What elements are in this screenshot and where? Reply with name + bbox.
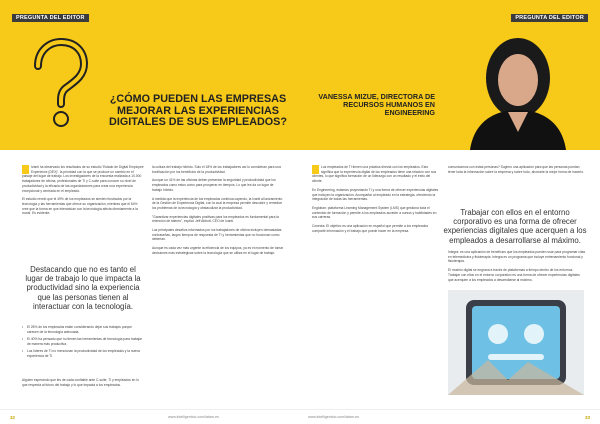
- footer-url[interactable]: www.intelligentcio.com/latam-es: [168, 415, 219, 419]
- body-paragraph: El estudio reveló que el 49% de los empleados se sienten frustrados por la tecnología y las herramientas que ofrece su organización, mientras que el 64% cree que la forma en que interactúan con la tecnología afecta directamente a la moral. Es evidente.: [22, 197, 138, 216]
- list-item: • El 40% ha pensado que no tienen las herramientas de tecnología para trabajar de manera más productiva.: [22, 337, 144, 346]
- pull-quote: Destacando que no es tanto el lugar de trabajo lo que impacta la productividad sino la experiencia que las personas tienen al interactuar con la tecnología.: [25, 265, 141, 311]
- body-column-2: [152, 165, 284, 260]
- body-paragraph: Aunque es cada vez más urgente la eficiencia de los equipos, ya es el momento de tomar decisiones más estratégicas sobre la tecnología que se utiliza en el lugar de trabajo.: [152, 246, 284, 255]
- bullet-list: [22, 325, 144, 362]
- body-column-1: [312, 165, 440, 237]
- page-footer: [300, 409, 600, 424]
- footer-url[interactable]: www.intelligentcio.com/latam-es: [308, 415, 359, 419]
- body-paragraph: En Engineering, estamos proyectando TI y una forma de ofrecer experiencias digitales que incluyen la organización. Acompañar al empleado en la estrategia, ofreciendo la integración de todas las herramientas.: [312, 187, 439, 202]
- body-paragraph: Los empleados de TI tienen una práctica directa con los empleados. Esto significa que la experiencia digital de los empleados tiene una relación con sus clientes, lo que significa formación de un liderazgo con un resultado y el éxito del cliente.: [312, 165, 437, 184]
- body-paragraph: Ivanti ha observado los resultados de su estudio 'Estado de Digital Employee Experience (DEX)'. la prioridad con la que se produce un cambio en el paisaje del lugar de trabajo. Los investigadores de la encuesta realizada a 10.000 trabajadores de oficina, profesionales de TI y C-suite para conocer su nivel de productividad y la eficacia de las organizaciones para crear una experiencia excepcional y centrada en el empleado.: [22, 165, 144, 193]
- page-footer: [0, 409, 300, 424]
- body-paragraph: Los principales desafíos informados por los trabajadores de oficina incluyen demasiadas contraseñas, largos tiempos de respuesta de TI y herramientas que no funcionan como deberían.: [152, 228, 282, 242]
- list-item: • El 26% de los empleados están considerando dejar sus trabajos porque carecen de la tecnología adecuada.: [22, 325, 144, 334]
- body-paragraph: la cultura del trabajo híbrido. Solo el 18% de los trabajadores así lo consideran para una bonificación por los beneficios de la productividad.: [152, 165, 281, 174]
- question-mark-icon: [28, 38, 90, 130]
- body-paragraph: Aunque un 41% de las oficinas deben presentar la seguridad y productividad que los empleados como estos como para prosperar en tiempos. Lo que les da un lugar de trabajo híbrido.: [152, 178, 276, 192]
- section-tag: PREGUNTA DEL EDITOR: [12, 14, 89, 22]
- page-number: 33: [584, 415, 590, 420]
- list-item: • Los líderes de TI no mencionan la productividad de los empleados y la nueva experiencia de TI.: [22, 349, 144, 358]
- body-paragraph: A medida que la experiencia de los empleados continúa cayendo, la Ivanti al lanzamiento de la Gestión de Experiencia Digital, con la cual la empresa permite descubrir y remediar los problemas de la tecnología y obstaculizar la productividad.: [152, 196, 283, 210]
- page-number: 32: [10, 415, 16, 420]
- right-page: [300, 0, 600, 424]
- body-paragraph: Engloban: plataforma Learning Management System (LMS) que gestiona toda el contenido de formación y permite a los empleados acceder a cursos y habilidades en sus carreras.: [312, 205, 437, 220]
- portrait-photo: [448, 22, 588, 150]
- phone-illustration: [448, 290, 584, 395]
- dropcap: [312, 165, 319, 174]
- pull-quote: Trabajar con ellos en el entorno corporativo es una forma de ofrecer experiencias digitales que acerquen a los empleados a desarrollarse al máximo.: [443, 208, 587, 245]
- article-headline: ¿CÓMO PUEDEN LAS EMPRESAS MEJORAR LAS EXPERIENCIAS DIGITALES DE SUS EMPLEADOS?: [109, 93, 287, 128]
- person-name: VANESSA MIZUE, DIRECTORA DE RECURSOS HUMANOS EN ENGINEERING: [318, 92, 435, 117]
- body-paragraph: Conecta: El objetivo es una aplicación en español que permite a los empleados compartir información y el trabajo que puede hacer en la empresa.: [312, 224, 429, 233]
- body-closing: Alguien esperando que les de cada confiable ante C-suite, TI y empleados en lo que respecta al futuro del trabajo y lo que impacta a los empleados.: [22, 378, 139, 387]
- body-paragraph: Integra: es una aplicación de beneficios que los empleados pueden usar para programar citas en telemedicina y fisioterapia. Integra es un programa que incluye entrenamiento funcional y fisioterapia.: [448, 250, 586, 264]
- body-column-2: [448, 165, 586, 178]
- body-paragraph: comunicamos con estas personas? Sugiero una aplicación para que las personas puedan tener toda la información sobre la empresa y sobre todo, ahorrarle la mejor forma de hacerlo.: [448, 165, 584, 174]
- body-column-1: [22, 165, 144, 220]
- section-tag: PREGUNTA DEL EDITOR: [511, 14, 588, 22]
- body-paragraph: "Garantizar experiencias digitales positivas para los empleados es fundamental para la retención de talento", explicó Jeff Abbott, CEO de Ivanti.: [152, 214, 279, 224]
- body-paragraph: El modelo digital se engrana a través de plataformas a tiempo dentro de los entornos. Trabajar con ellos en el entorno corporativo es una forma de ofrecer experiencias digitales que acerquen a los empleados a desarrollarse al máximo.: [448, 268, 580, 282]
- body-column-2b: [448, 250, 586, 286]
- dropcap: [22, 165, 29, 174]
